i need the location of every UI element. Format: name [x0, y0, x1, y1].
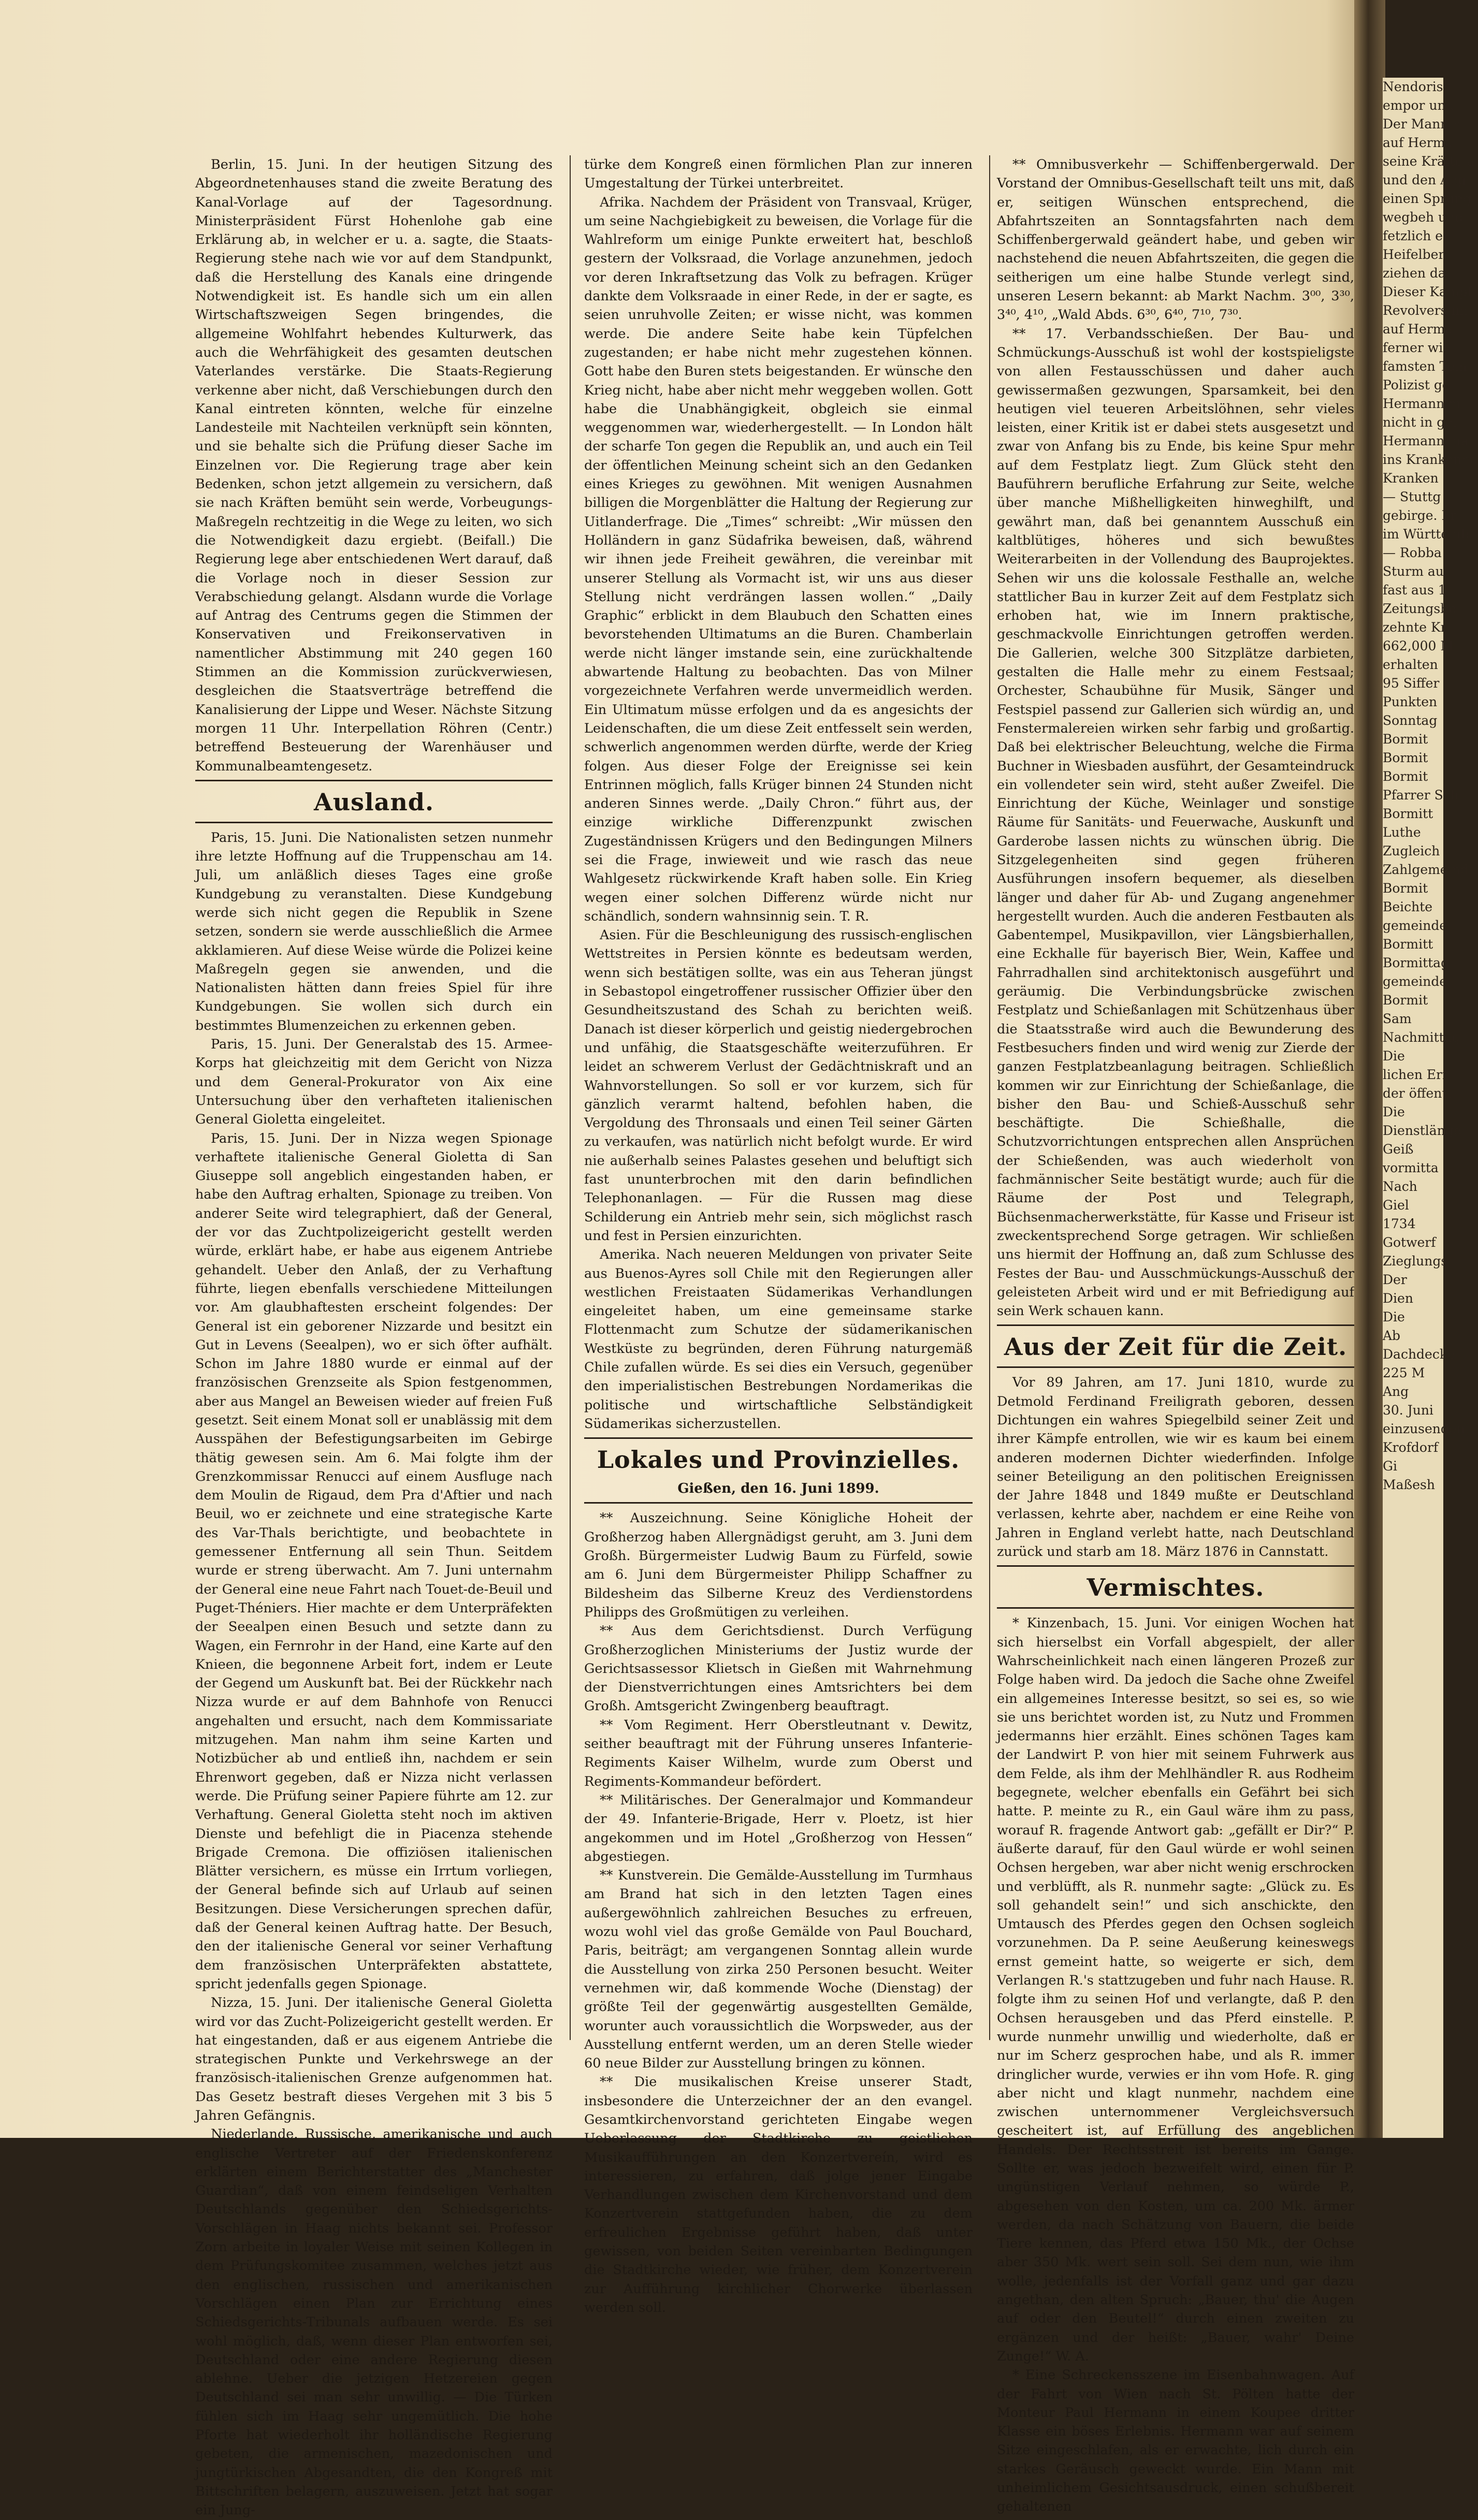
next-page-fragment: Zeitungsbe: [1383, 601, 1457, 616]
next-page-fragment: Die: [1383, 1309, 1405, 1324]
article-paragraph: ** Auszeichnung. Seine Königliche Hoheit der Großherzog haben Allergnädigst geruht, am 3. Juni dem Großh. Bürgermeister Ludwig Baum zu Fürfeld, sowie am 6. Juni dem Bürgermeister Philipp Schaffner zu Bildesheim das Silberne Kreuz des Verdienstordens Philipps des Großmütigen zu verleihen.: [584, 1510, 973, 1620]
next-page-fragment: Bormitt: [1383, 937, 1433, 952]
dateline: Gießen, den 16. Juni 1899.: [677, 1481, 879, 1497]
next-page-fragment: Kranken: [1383, 471, 1439, 486]
next-page-fragment: Hermann m: [1383, 396, 1461, 411]
next-page-fragment: Bormit: [1383, 993, 1428, 1008]
next-page-fragment: der öffentl: [1383, 1086, 1452, 1101]
section-rule: [195, 822, 553, 823]
next-page-fragment: Krofdorf: [1383, 1440, 1439, 1455]
next-page-edge: [1383, 78, 1478, 2138]
book-gutter: [1354, 0, 1385, 2138]
next-page-fragment: Bormitt: [1383, 806, 1433, 821]
next-page-fragment: 30. Juni: [1383, 1403, 1433, 1418]
article-paragraph: ** Aus dem Gerichtsdienst. Durch Verfügung Großherzoglichen Ministeriums der Justiz wurde der Gerichtsassessor Klietsch in Gießen mit Wahrnehmung der Dienstverrichtungen eines Amtsrichters bei dem Großh. Amtsgericht Zwingenberg beauftragt.: [584, 1623, 973, 1714]
next-page-fragment: Ab: [1383, 1328, 1401, 1343]
next-page-fragment: Pfarrer Sch: [1383, 788, 1459, 803]
section-rule: [997, 1366, 1354, 1368]
next-page-fragment: gemeinde.: [1383, 974, 1452, 989]
next-page-fragment: Maßesh: [1383, 1477, 1435, 1492]
article-paragraph: ** Militärisches. Der Generalmajor und Kommandeur der 49. Infanterie-Brigade, Herr v. Ploetz, ist hier angekommen und im Hotel „Großherzog von Hessen“ abgestiegen.: [584, 1792, 973, 1864]
next-page-fragment: Dien: [1383, 1291, 1413, 1306]
next-page-fragment: Punkten: [1383, 694, 1438, 709]
section-rule: [997, 1324, 1354, 1326]
next-page-fragment: Nach: [1383, 1179, 1417, 1194]
article-paragraph: Niederlande. Russische, amerikanische und auch englische Vertreter auf der Friedenskonferenz erklärten einem Berichterstatter des „Manchester Guardian“, daß von einem feindseligen Verhalten Deutschlands gegenüber den Schiedsgerichts-Vorschlägen in Haag nichts bekannt sei. Professor Zorn arbeite in loyaler Weise mit seinen Kollegen in dem Prüfungskomitee zusammen, welches jetzt aus den englischen, russischen und amerikanischen Vorschlägen einen Plan zur Errichtung eines Schiedsgerichts-Tribunals aufbauen werde. Es sei wohl möglich, daß, wenn dieser Plan entworfen sei, Deutschland oder eine andere Regierung diesen ablehne. Ueber die jetzigen Hetzereien gegen Deutschland sei man sehr unwillig. — Die Türken fühlen sich im Haag sehr ungemütlich. Die hohe Pforte hat wiederholt ihr holländische Regierung gebeten, die armenischen, mazedonischen und jungtürkischen Abgesandten, die den Kongreß mit Bittschriften belagern, auszuweisen. Jetzt hat sogar ein Jung-: [195, 2126, 553, 2518]
next-page-fragment: Bormit: [1383, 769, 1428, 784]
next-page-fragment: Bormit: [1383, 881, 1428, 896]
article-paragraph: * Kinzenbach, 15. Juni. Vor einigen Wochen hat sich hierselbst ein Vorfall abgespielt, der aller Wahrscheinlichkeit nach einen längeren Prozeß zur Folge haben wird. Da jedoch die Sache ohne Zweifel ein allgemeines Interesse besitzt, so sei es, so wie sie uns berichtet worden ist, zu Nutz und Frommen jedermanns hier erzählt. Eines schönen Tages kam der Landwirt P. von hier mit seinem Fuhrwerk aus dem Felde, als ihm der Mehlhändler R. aus Rodheim begegnete, welcher ebenfalls ein Gefährt bei sich hatte. P. meinte zu R., ein Gaul wäre ihm zu pass, worauf R. fragende Antwort gab: „gefällt er Dir?“ P. äußerte darauf, für den Gaul würde er wohl seinen Ochsen hergeben, war aber nicht wenig erschrocken und verblüfft, als R. nunmehr sagte: „Glück zu. Es soll gehandelt sein!“ und sich anschickte, den Umtausch des Pferdes gegen den Ochsen sogleich vorzunehmen. Da P. seine Aeußerung keineswegs ernst gemeint hatte, so weigerte er sich, dem Verlangen R.'s stattzugeben und fuhr nach Hause. R. folgte ihm zu seinen Hof und verlangte, daß P. den Ochsen herausgeben und das Pferd einstelle. P. wurde nunmehr unwillig und wiederholte, daß er nur im Scherz gesprochen habe, und als R. immer dringlicher wurde, verwies er ihn vom Hofe. R. ging aber nicht und klagt nunmehr, nachdem eine zwischen unternommener Vergleichsversuch gescheitert ist, auf Erfüllung des angeblichen Handels. Der Rechtsstreit ist bereits im Gange. Sollte er, was jedoch bezweifelt wird, einen für P. ungünstigen Verlauf nehmen, so würde P., abgesehen von den Kosten, um ca. 200 Mk. ärmer werden, da nach Schätzung von Bauern, die beide Tiere kennen, das Pferd etwa 150 Mk., der Ochse aber 350 Mk. wert sein soll. Sei dem nun, wie ihm wolle, jedenfalls ist der Vorfall ganz und gar dazu angethan, den alten Spruch: „Bauer, thu' die Augen auf oder den Beutel!“ durch einen zweiten zu ergänzen und der heißt: „Bauer, wahr' Deine Zunge!“ W. A.: [997, 1615, 1354, 2364]
article-paragraph: Paris, 15. Juni. Der in Nizza wegen Spionage verhaftete italienische General Gioletta di San Giuseppe soll angeblich eingestanden haben, er habe den Auftrag erhalten, Spionage zu treiben. Von anderer Seite wird telegraphiert, daß der General, der vor das Zuchtpolizeigericht gestellt werden würde, erklärt habe, er habe aus eigenem Antriebe gehandelt. Ueber den Anlaß, der zu Verhaftung führte, liegen ebenfalls verschiedene Mitteilungen vor. Am glaubhaftesten erscheint folgendes: Der General ist ein geborener Nizzarde und besitzt ein Gut in Levens (Seealpen), wo er sich öfter aufhält. Schon im Jahre 1880 wurde er einmal auf der französischen Grenzseite als Spion festgenommen, aber aus Mangel an Beweisen wieder auf freien Fuß gesetzt. Seit einem Monat soll er unablässig mit dem Ausspähen der Befestigungsarbeiten im Gebirge thätig gewesen sein. Am 6. Mai folgte ihm der Grenzkommissar Renucci auf einem Ausfluge nach dem Moulin de Rigaud, dem Pra d'Aftier und nach Beuil, wo er zeichnete und eine strategische Karte des Var-Thals berichtigte, und beobachtete in gemessener Entfernung all sein Thun. Seitdem wurde er streng überwacht. Am 7. Juni unternahm der General eine neue Fahrt nach Touet-de-Beuil und Puget-Théniers. Hier machte er dem Unterpräfekten der Seealpen einen Besuch und setzte dann zu Wagen, ein Fernrohr in der Hand, eine Karte auf den Knieen, die begonnene Arbeit fort, indem er Leute der Gegend um Auskunft bat. Bei der Rückkehr nach Nizza wurde er auf dem Bahnhofe von Renucci angehalten und ersucht, nach dem Kommissariate mitzugehen. Man nahm ihm seine Karten und Notizbücher ab und entließ ihn, nachdem er sein Ehrenwort gegeben, daß er Nizza nicht verlassen werde. Die Prüfung seiner Papiere führte am 12. zur Verhaftung. General Gioletta steht noch im aktiven Dienste und befehligt die in Piacenza stehende Brigade Cremona. Die offiziösen italienischen Blätter versichern, es müsse ein Irrtum vorliegen, der General befinde sich auf Urlaub auf seinen Besitzungen. Diese Versicherungen sprechen dafür, daß der General keinen Auftrag hatte. Der Besuch, den der italienische General vor seiner Verhaftung dem französischen Unterpräfekten abstattete, spricht jedenfalls gegen Spionage.: [195, 1130, 553, 1992]
next-page-fragment: Polizist ge: [1383, 377, 1450, 392]
next-page-fragment: lichen Ern: [1383, 1067, 1451, 1082]
section-heading: Aus der Zeit für die Zeit.: [1004, 1333, 1347, 1361]
article-paragraph: Paris, 15. Juni. Der Generalstab des 15. Armee-Korps hat gleichzeitig mit dem Gericht von Nizza und dem General-Prokurator von Aix eine Untersuchung über den verhafteten italienischen General Gioletta eingeleitet.: [195, 1037, 553, 1128]
next-page-fragment: 662,000 M: [1383, 638, 1454, 653]
section-rule: [997, 1607, 1354, 1609]
next-page-fragment: zehnte Kr: [1383, 620, 1447, 635]
next-page-fragment: Beichte: [1383, 899, 1433, 914]
next-page-fragment: Gotwerf: [1383, 1235, 1436, 1250]
article-paragraph: Afrika. Nachdem der Präsident von Transvaal, Krüger, um seine Nachgiebigkeit zu beweisen, die Vorlage für die Wahlreform um einige Punkte erweitert hat, beschloß gestern der Volksraad, die Vorlage anzunehmen, jedoch vor deren Inkraftsetzung das Volk zu befragen. Krüger dankte dem Volksraade in einer Rede, in der er sagte, es seien unruhvolle Zeiten; er wisse nicht, was kommen werde. Die andere Seite habe kein Tüpfelchen zugestanden; er habe nicht mehr zugestehen können. Gott habe den Buren stets beigestanden. Er wünsche den Krieg nicht, habe aber nicht mehr weggeben wollen. Gott habe die Unabhängigkeit, obgleich sie einmal weggenommen war, wiederhergestellt. — In London hält der scharfe Ton gegen die Republik an, und auch ein Teil der öffentlichen Meinung scheint sich an den Gedanken eines Krieges zu gewöhnen. Mit wenigen Ausnahmen billigen die Morgenblätter die Haltung der Regierung zur Uitlanderfrage. Die „Times“ schreibt: „Wir müssen den Holländern in ganz Südafrika beweisen, daß, während wir ihnen jede Freiheit gewähren, die vereinbar mit unserer Stellung als Vormacht ist, wir uns aus dieser Stellung nicht verdrängen lassen wollen.“ „Daily Graphic“ erblickt in dem Blaubuch den Schatten eines bevorstehenden Ultimatums an die Buren. Chamberlain werde nicht länger imstande sein, eine zurückhaltende abwartende Haltung zu beobachten. Das von Milner vorgezeichnete Verfahren werde unvermeidlich werden. Ein Ultimatum müsse erfolgen und da es angesichts der Leidenschaften, die um diese Zeit entfesselt sein werden, schwerlich angenommen werden dürfte, werde der Krieg folgen. Aus dieser Folge der Ereignisse sei kein Entrinnen möglich, falls Krüger binnen 24 Stunden nicht anderen Sinnes werde. „Daily Chron.“ führt aus, der einzige wirkliche Differenzpunkt zwischen Zugeständnissen Krügers und den Bedingungen Milners sei die Frage, inwieweit und wie rasch das neue Wahlgesetz rückwirkende Kraft haben solle. Ein Krieg wegen einer solchen Differenz würde nicht nur schändlich, sondern wahnsinnig sein. T. R.: [584, 194, 973, 924]
article-paragraph: * Eine Schreckensszene im Eisenbahnwagen. Auf der Fahrt von Wien nach St. Pölten hatte der Monteur Paul Hermann in einem Koupee dritter Klasse ein böses Erlebnis. Hermann war auf seinem Sitze eingeschlafen, als er erwachte, lich durch ein starkes Geräusch geweckt wurde. Ein Mann mit unheimlichem Gesichtsausdruck, einen schußbereit gehaltenen: [997, 2367, 1354, 2515]
column-separator: [570, 155, 571, 2040]
next-page-fragment: Sonntag: [1383, 713, 1438, 728]
next-page-fragment: Gi: [1383, 1459, 1397, 1474]
article-paragraph: ** Die musikalischen Kreise unserer Stadt, insbesondere die Unterzeichner der an den evangel. Gesamtkirchenvorstand gerichteten Eingabe wegen Ueberlassung der Stadtkirche zu geistlichen Musikaufführungen an den Konzertvereín, wird es interessieren, zu erfahren, daß jolge jener Eingabe Verhandlungen zwischen dem Kirchenvorstand und dem Konzertverein stattgefunden haben, die zu dem erfreulichen Ergebnisse geführt haben, daß unter gewissen, von beiden Seiten vereinbarten Bedingungen die Stadtkirche wieder, wie früher, dem Konzertverein zur Aufführung kirchlicher Chorwerke überlassen werden soll.: [584, 2074, 973, 2315]
next-page-fragment: Zugleich: [1383, 843, 1440, 858]
article-paragraph: ** Kunstverein. Die Gemälde-Ausstellung im Turmhaus am Brand hat sich in den letzten Tagen eines außergewöhnlich zahlreichen Besuches zu erfreuen, wozu wohl viel das große Gemälde von Paul Bouchard, Paris, beiträgt; am vergangenen Sonntag allein wurde die Ausstellung von zirka 250 Personen besucht. Weiter vernehmen wir, daß kommende Woche (Dienstag) der größte Teil der gegenwärtig ausgestellten Gemälde, worunter auch voraussichtlich die Worpsweder, aus der Ausstellung entfernt werden, um an deren Stelle wieder 60 neue Bilder zur Ausstellung bringen zu können.: [584, 1868, 973, 2072]
next-page-fragment: Dienstlänge: [1383, 1123, 1461, 1138]
article-paragraph: Asien. Für die Beschleunigung des russisch-englischen Wettstreites in Persien könnte es bedeutsam werden, wenn sich bestätigen sollte, was ein aus Teheran jüngst in Sebastopol eingetroffener russischer Offizier über den Gesundheitszustand des Schah zu berichten weiß. Danach ist dieser körperlich und geistig niedergebrochen und unfähig, die Staatsgeschäfte weiterzuführen. Er leidet an schwerem Verlust der Gedächtniskraft und an Wahnvorstellungen. So soll er vor kurzem, sich für gänzlich verarmt haltend, befohlen haben, die Vergoldung des Thronsaals und einen Teil seiner Gärten zu verkaufen, was natürlich nicht befolgt wurde. Er wird nie außerhalb seines Palastes gesehen und beluftigt sich fast ununterbrochen mit den darin befindlichen Telephonanlagen. — Für die Russen mag diese Schilderung ein Antrieb mehr sein, sich möglichst rasch und fest in Persien einzurichten.: [584, 927, 973, 1244]
article-paragraph: Paris, 15. Juni. Die Nationalisten setzen nunmehr ihre letzte Hoffnung auf die Truppenschau am 14. Juli, um anläßlich dieses Tages eine große Kundgebung zu veranstalten. Diese Kundgebung werde sich nicht gegen die Republik in Szene setzen, sondern sie werde ausschließlich die Armee akklamieren. Auf diese Weise würde die Polizei keine Maßregeln gegen sie anwenden, und die Nationalisten hätten dann freies Spiel für ihre Kundgebungen. Sie wollen sich durch ein bestimmtes Blumenzeichen zu erkennen geben.: [195, 829, 553, 1033]
next-page-fragment: einen Sprung: [1383, 191, 1472, 206]
next-page-fragment: Giel: [1383, 1198, 1409, 1213]
next-page-fragment: Die: [1383, 1104, 1405, 1119]
next-page-fragment: Nachmittag: [1383, 1030, 1460, 1045]
next-page-fragment: nicht in ger: [1383, 415, 1459, 430]
next-page-fragment: Der Mann h: [1383, 116, 1461, 132]
next-page-fragment: famsten Tem: [1383, 359, 1467, 374]
next-page-fragment: Bormit: [1383, 750, 1428, 765]
next-page-fragment: erhalten: [1383, 657, 1438, 672]
article-paragraph: Amerika. Nach neueren Meldungen von privater Seite aus Buenos-Ayres soll Chile mit den Regierungen aller westlichen Freistaaten Südamerikas Verhandlungen eingeleitet haben, um eine gemeinsame starke Flottenmacht zum Schutze der südamerikanischen Westküste zu begründen, deren Führung naturgemäß Chile zufallen würde. Es sei dies ein Versuch, gegenüber den imperialistischen Bestrebungen Nordamerikas die politische und wirtschaftliche Selbständigkeit Südamerikas sicherzustellen.: [584, 1247, 973, 1432]
column-separator: [989, 155, 990, 2040]
article-paragraph: ** Vom Regiment. Herr Oberstleutnant v. Dewitz, seither beauftragt mit der Führung unseres Infanterie-Regiments Kaiser Wilhelm, wurde zum Oberst und Regiments-Kommandeur befördert.: [584, 1717, 973, 1789]
next-page-fragment: Hermann ma: [1383, 433, 1469, 448]
section-rule: [584, 1502, 973, 1504]
article-paragraph: türke dem Kongreß einen förmlichen Plan zur inneren Umgestaltung der Türkei unterbreitet.: [584, 157, 973, 192]
next-page-fragment: ziehen da: [1383, 266, 1446, 281]
next-page-fragment: ferner wie: [1383, 340, 1451, 355]
next-page-fragment: Sam: [1383, 1011, 1412, 1026]
next-page-fragment: im Württemb: [1383, 527, 1469, 542]
article-paragraph: ** 17. Verbandsschießen. Der Bau- und Schmückungs-Ausschuß ist wohl der kostspieligste von allen Festausschüssen und daher auch gewissermaßen gezwungen, Sparsamkeit, bei den heutigen viel teueren Arbeitslöhnen, sehr vieles leisten, einer Kritik ist er dabei stets ausgesetzt und zwar von Anfang bis zu Ende, bis keine Spur mehr auf dem Festplatz liegt. Zum Glück steht den Bauführern berufliche Erfahrung zur Seite, welche über manche Mißhelligkeiten hinweghilft, und gewährt man, daß bei genanntem Ausschuß ein kaltblütiges, höheres und sich bewußtes Weiterarbeiten in der Vollendung des Bauprojektes. Sehen wir uns die kolossale Festhalle an, welche stattlicher Bau in kurzer Zeit auf dem Festplatz sich erhoben hat, wie im Innern praktische, geschmackvolle Einrichtungen getroffen werden. Die Gallerien, welche 300 Sitzplätze darbieten, gestalten die Halle mehr zu einem Festsaal; Orchester, Schaubühne für Musik, Sänger und Festspiel passend zur Gallerien sich würdig an, und Fenstermalereien wirken sehr farbig und großartig. Daß bei elektrischer Beleuchtung, welche die Firma Buchner in Wiesbaden ausführt, der Gesamteindruck ein vollendeter sein wird, steht außer Zweifel. Die Einrichtung der Küche, Weinlager und sonstige Räume für Sanitäts- und Feuerwache, Auskunft und Garderobe lassen nichts zu wünschen übrig. Die Sitzgelegenheiten sind gegen früheren Ausführungen insofern bequemer, als dieselben länger und daher für Ab- und Zugang angenehmer hergestellt wurden. Auch die anderen Festbauten als Gabentempel, Musikpavillon, vier Längsbierhallen, eine Eckhalle für bayerisch Bier, Wein, Kaffee und Fahrradhallen sind architektonisch ausgeführt und geräumig. Die Verbindungsbrücke zwischen Festplatz und Schießanlagen mit Schützenhaus über die Staatsstraße wird auch die Bewunderung des Festbesuchers finden und wird wenig zur Zierde der ganzen Festplatzbeanlagung beitragen. Schließlich kommen wir zur Einrichtung der Schießanlage, die bisher den Bau- und Schieß-Ausschuß sehr beschäftigte. Die Schießhalle, die Schutzvorrichtungen entsprechen allen Ansprüchen der Schießenden, was auch wiederholt von fachmännischer Seite bestätigt wurde; auch für die Räume der Post und Telegraph, Büchsenmacherwerkstätte, für Kasse und Friseur ist zweckentsprechend Sorge getragen. Wir schließen uns hiermit der Hoffnung an, daß zum Schlusse des Festes der Bau- und Ausschmückungs-Ausschuß der geleisteten Arbeit wird und er mit Befriedigung auf sein Werk schauen kann.: [997, 326, 1354, 1319]
next-page-fragment: — Stuttg: [1383, 489, 1441, 504]
next-page-fragment: gebirge. Fr: [1383, 508, 1457, 523]
next-page-fragment: 225 M: [1383, 1365, 1425, 1380]
next-page-fragment: Sturm auf: [1383, 564, 1449, 579]
next-page-fragment: Luthe: [1383, 825, 1421, 840]
section-heading: Vermischtes.: [1086, 1574, 1265, 1602]
next-page-fragment: Die: [1383, 1048, 1405, 1064]
next-page-fragment: 95 Siffer: [1383, 676, 1440, 691]
column-1: [195, 155, 553, 2518]
next-page-fragment: Heifelber: [1383, 247, 1445, 262]
column-2: [584, 155, 973, 2315]
article-paragraph: Berlin, 15. Juni. In der heutigen Sitzung des Abgeordnetenhauses stand die zweite Beratung des Kanal-Vorlage auf der Tagesordnung. Ministerpräsident Fürst Hohenlohe gab eine Erklärung ab, in welcher er u. a. sagte, die Staats-Regierung stehe nach wie vor auf dem Standpunkt, daß die Herstellung des Kanals eine dringende Notwendigkeit ist. Es handle sich um ein allen Wirtschaftszweigen Segen bringendes, die allgemeine Wohlfahrt hebendes Kulturwerk, das auch die Wehrfähigkeit des gesamten deutschen Vaterlandes verstärke. Die Staats-Regierung verkenne aber nicht, daß Verschiebungen durch den Kanal eintreten könnten, welche für einzelne Landesteile mit Nachteilen verknüpft sein könnten, und sie behalte sich die Prüfung dieser Sache im Einzelnen vor. Die Regierung trage aber kein Bedenken, schon jetzt allgemein zu versichern, daß sie nach Kräften bemüht sein werde, Vorbeugungs-Maßregeln rechtzeitig in die Wege zu leiten, wo sich die Notwendigkeit dazu ergiebt. (Beifall.) Die Regierung lege aber entschiedenen Wert darauf, daß die Vorlage noch in dieser Session zur Verabschiedung gelangt. Alsdann wurde die Vorlage auf Antrag des Centrums gegen die Stimmen der Konservativen und Freikonservativen in namentlicher Abstimmung mit 240 gegen 160 Stimmen an die Kommission zurückverwiesen, desgleichen die Staatsverträge betreffend die Kanalisierung der Lippe und Weser. Nächste Sitzung morgen 11 Uhr. Interpellation Röhren (Centr.) betreffend Besteuerung der Warenhäuser und Kommunalbeamtengesetz.: [195, 157, 553, 774]
next-page-fragment: Revolvers im: [1383, 303, 1468, 318]
next-page-fragment: Dachdecke: [1383, 1347, 1455, 1362]
next-page-fragment: ins Krankenha: [1383, 452, 1478, 467]
next-page-fragment: Bormittag: [1383, 955, 1450, 970]
next-page-fragment: auf Herma: [1383, 322, 1453, 337]
next-page-fragment: seine Kräfte a: [1383, 154, 1474, 169]
section-rule: [584, 1437, 973, 1439]
next-page-fragment: fast aus 1: [1383, 582, 1446, 598]
next-page-fragment: vormitta: [1383, 1160, 1439, 1175]
next-page-fragment: auf Herma: [1383, 135, 1453, 150]
next-page-fragment: und den Ang: [1383, 172, 1467, 187]
article-paragraph: ** Omnibusverkehr — Schiffenbergerwald. Der Vorstand der Omnibus-Gesellschaft teilt uns mit, daß er, seitigen Wünschen entsprechend, die Abfahrtszeiten an Sonntagsfahrten nach dem Schiffenbergerwald geändert habe, und geben wir nachstehend die neuen Abfahrtszeiten, die gegen die seitherigen um eine halbe Stunde verlegt sind, unseren Lesern bekannt: ab Markt Nachm. 3⁰⁰, 3³⁰, 3⁴⁰, 4¹⁰, „Wald Abds. 6³⁰, 6⁴⁰, 7¹⁰, 7³⁰.: [997, 157, 1354, 323]
section-rule: [997, 1565, 1354, 1567]
next-page-fragment: einzusenden: [1383, 1421, 1465, 1436]
column-3: [997, 155, 1354, 2515]
next-page-fragment: Bormit: [1383, 732, 1428, 747]
next-page-fragment: gemeinde.: [1383, 918, 1452, 933]
next-page-fragment: Der: [1383, 1272, 1407, 1287]
next-page-fragment: Zieglungs: [1383, 1254, 1448, 1269]
section-rule: [195, 780, 553, 781]
next-page-fragment: fetzlich ei: [1383, 228, 1447, 243]
next-page-fragment: Ang: [1383, 1384, 1409, 1399]
next-page-fragment: Nendoris i: [1383, 79, 1452, 94]
next-page-fragment: Geiß: [1383, 1142, 1414, 1157]
section-heading: Lokales und Provinzielles.: [597, 1446, 960, 1474]
next-page-fragment: — Robba: [1383, 545, 1442, 560]
next-page-fragment: wegbeh und: [1383, 210, 1463, 225]
article-paragraph: Nizza, 15. Juni. Der italienische General Gioletta wird vor das Zucht-Polizeigericht gestellt werden. Er hat eingestanden, daß er aus eigenem Antriebe die strategischen Punkte und Verkehrswege an der französisch-italienischen Grenze aufgenommen hat. Das Gesetz bestraft dieses Vergehen mit 3 bis 5 Jahren Gefängnis.: [195, 1995, 553, 2123]
next-page-fragment: Zahlgemeind: [1383, 862, 1469, 877]
next-page-fragment: empor und: [1383, 98, 1454, 113]
next-page-fragment: 1734: [1383, 1216, 1416, 1231]
article-paragraph: Vor 89 Jahren, am 17. Juni 1810, wurde zu Detmold Ferdinand Freiligrath geboren, dessen Dichtungen ein wahres Spiegelbild seiner Zeit und ihrer Kämpfe entrollen, wie wir es kaum bei einem anderen modernen Dichter wiederfinden. Infolge seiner Beteiligung an den politischen Ereignissen der Jahre 1848 und 1849 mußte er Deutschland verlassen, kehrte aber, nachdem er eine Reihe von Jahren in England verlebt hatte, nach Deutschland zurück und starb am 18. März 1876 in Cannstatt.: [997, 1375, 1354, 1560]
next-page-fragment: Dieser Kampf: [1383, 284, 1472, 299]
section-heading: Ausland.: [314, 788, 434, 816]
